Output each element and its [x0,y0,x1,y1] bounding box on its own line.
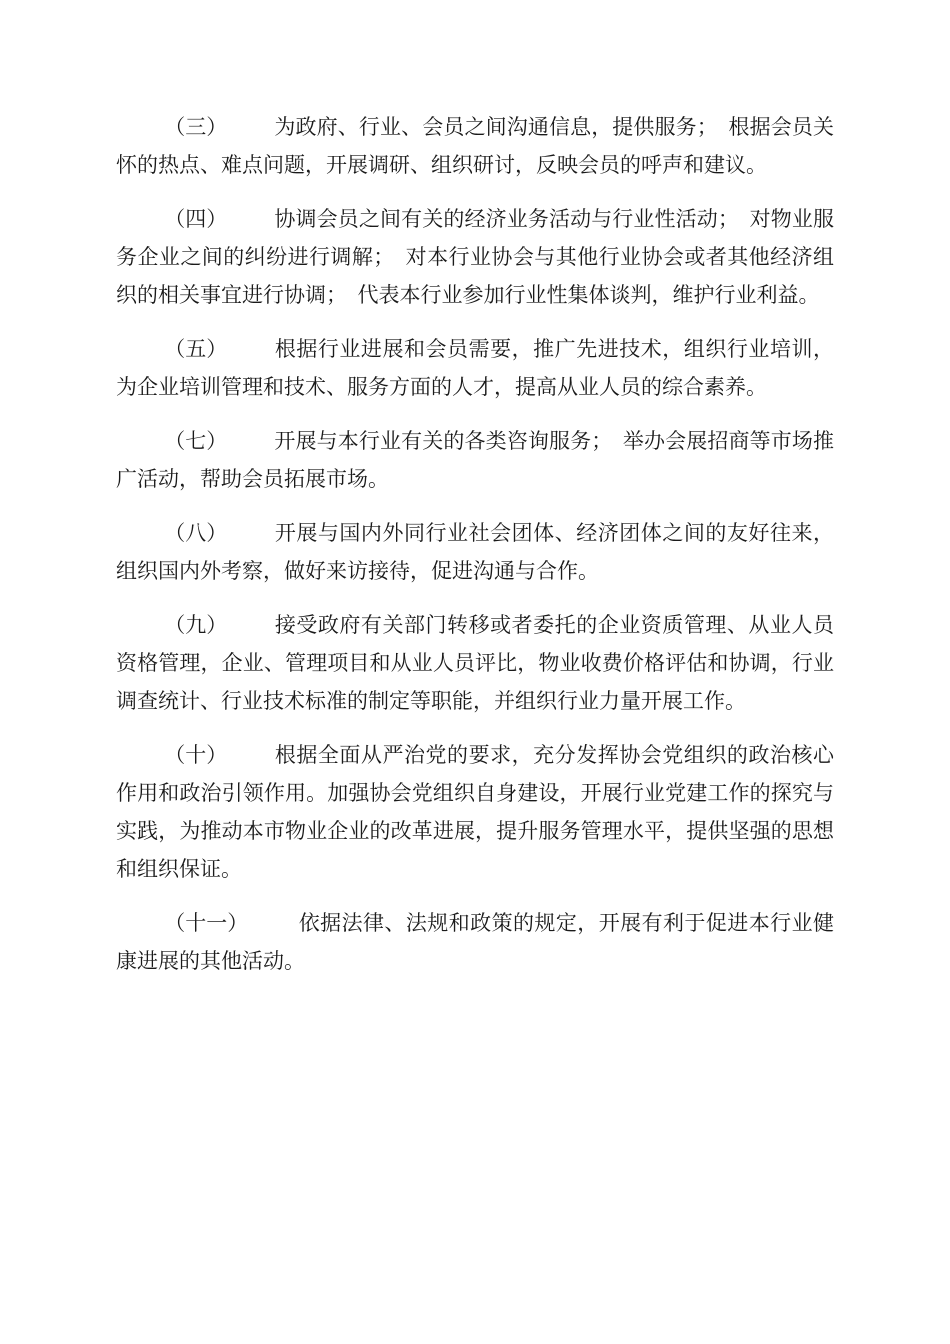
paragraph-8 [116,514,834,590]
paragraph-text: 协调会员之间有关的经济业务活动与行业性活动； 对物业服务企业之间的纠纷进行调解； 对本行业协会与其他行业协会或者其他经济组织的相关事宜进行协调； 代表本行业参加行业性集体谈判，维护行业利益。 [116,207,834,307]
paragraph-number: （三） [164,115,228,139]
paragraph-text: 接受政府有关部门转移或者委托的企业资质管理、从业人员资格管理，企业、管理项目和从业人员评比，物业收费价格评估和协调，行业调查统计、行业技术标准的制定等职能，并组织行业力量开展工作。 [116,613,834,713]
paragraph-number: （七） [164,429,228,453]
paragraph-text: 为政府、行业、会员之间沟通信息，提供服务； 根据会员关怀的热点、难点问题，开展调研、组织研讨，反映会员的呼声和建议。 [116,115,834,177]
paragraph-text: 开展与国内外同行业社会团体、经济团体之间的友好往来，组织国内外考察，做好来访接待，促进沟通与合作。 [116,521,834,583]
paragraph-number: （十） [164,743,228,767]
paragraph-number: （五） [164,337,228,361]
paragraph-9 [116,606,834,720]
paragraph-number: （四） [164,207,228,231]
paragraph-text: 开展与本行业有关的各类咨询服务； 举办会展招商等市场推广活动，帮助会员拓展市场。 [116,429,834,491]
paragraph-text: 依据法律、法规和政策的规定，开展有利于促进本行业健康进展的其他活动。 [116,911,834,973]
paragraph-number: （九） [164,613,228,637]
paragraph-3 [116,108,834,184]
paragraph-text: 根据全面从严治党的要求，充分发挥协会党组织的政治核心作用和政治引领作用。加强协会党组织自身建设，开展行业党建工作的探究与实践，为推动本市物业企业的改革进展，提升服务管理水平，提供坚强的思想和组织保证。 [116,743,834,881]
paragraph-10 [116,736,834,888]
paragraph-4 [116,200,834,314]
document-body [116,108,834,996]
paragraph-number: （八） [164,521,228,545]
paragraph-5 [116,330,834,406]
paragraph-number: （十一） [164,911,249,935]
paragraph-11 [116,904,834,980]
paragraph-7 [116,422,834,498]
paragraph-text: 根据行业进展和会员需要，推广先进技术，组织行业培训，为企业培训管理和技术、服务方面的人才，提高从业人员的综合素养。 [116,337,834,399]
